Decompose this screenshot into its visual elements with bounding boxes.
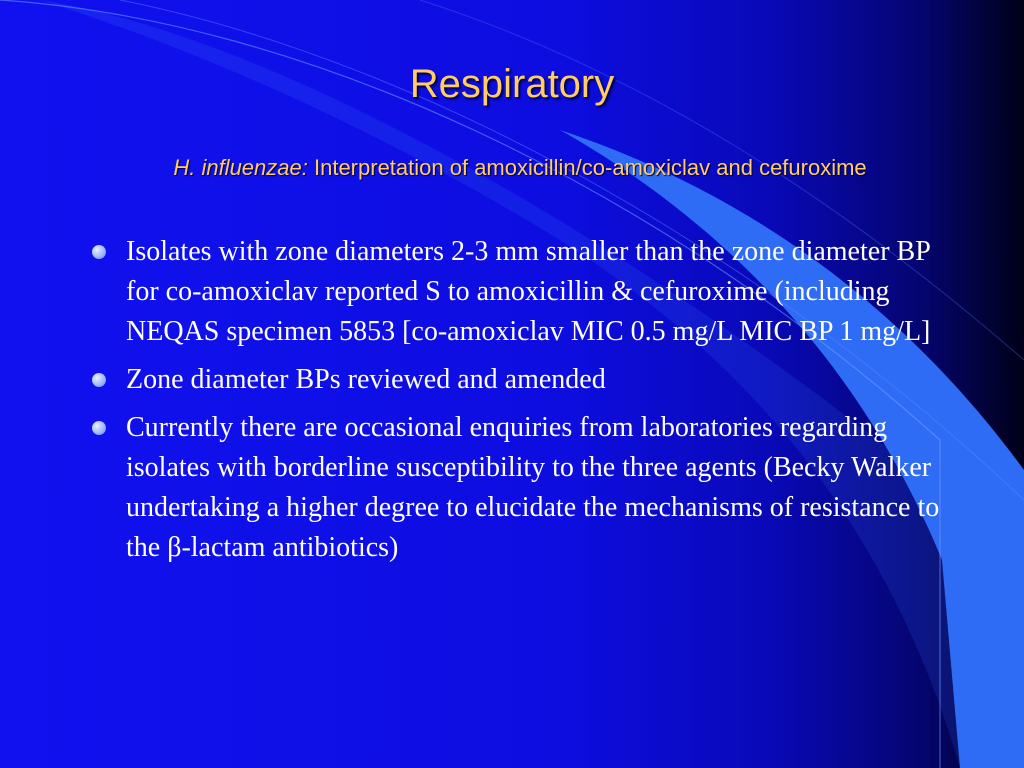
- bullet-item: [90, 408, 950, 568]
- subtitle-organism: H. influenzae:: [173, 155, 308, 180]
- bullet-item: [90, 360, 950, 400]
- bullet-text: Isolates with zone diameters 2-3 mm smaller than the zone diameter BP for co-amoxiclav reported S to amoxicillin & cefuroxime (including NEQAS specimen 5853 [co-amoxiclav MIC 0.5 mg/L MIC BP 1 mg/L]: [126, 236, 931, 347]
- slide-title: Respiratory: [409, 62, 615, 106]
- bullet-text: Currently there are occasional enquiries from laboratories regarding isolates with borderline susceptibility to the three agents (Becky Walker undertaking a higher degree to elucidate the mechanisms of resistance to the β-lactam antibiotics): [126, 412, 940, 563]
- bullet-dot-icon: [92, 373, 106, 387]
- slide-subtitle: [100, 146, 940, 190]
- bullet-item: [90, 232, 950, 352]
- bullet-dot-icon: [92, 421, 106, 435]
- bullet-text: Zone diameter BPs reviewed and amended: [126, 364, 606, 395]
- bullet-list: [90, 232, 950, 576]
- subtitle-text: Interpretation of amoxicillin/co-amoxiclav and cefuroxime: [313, 155, 867, 180]
- bullet-dot-icon: [92, 245, 106, 259]
